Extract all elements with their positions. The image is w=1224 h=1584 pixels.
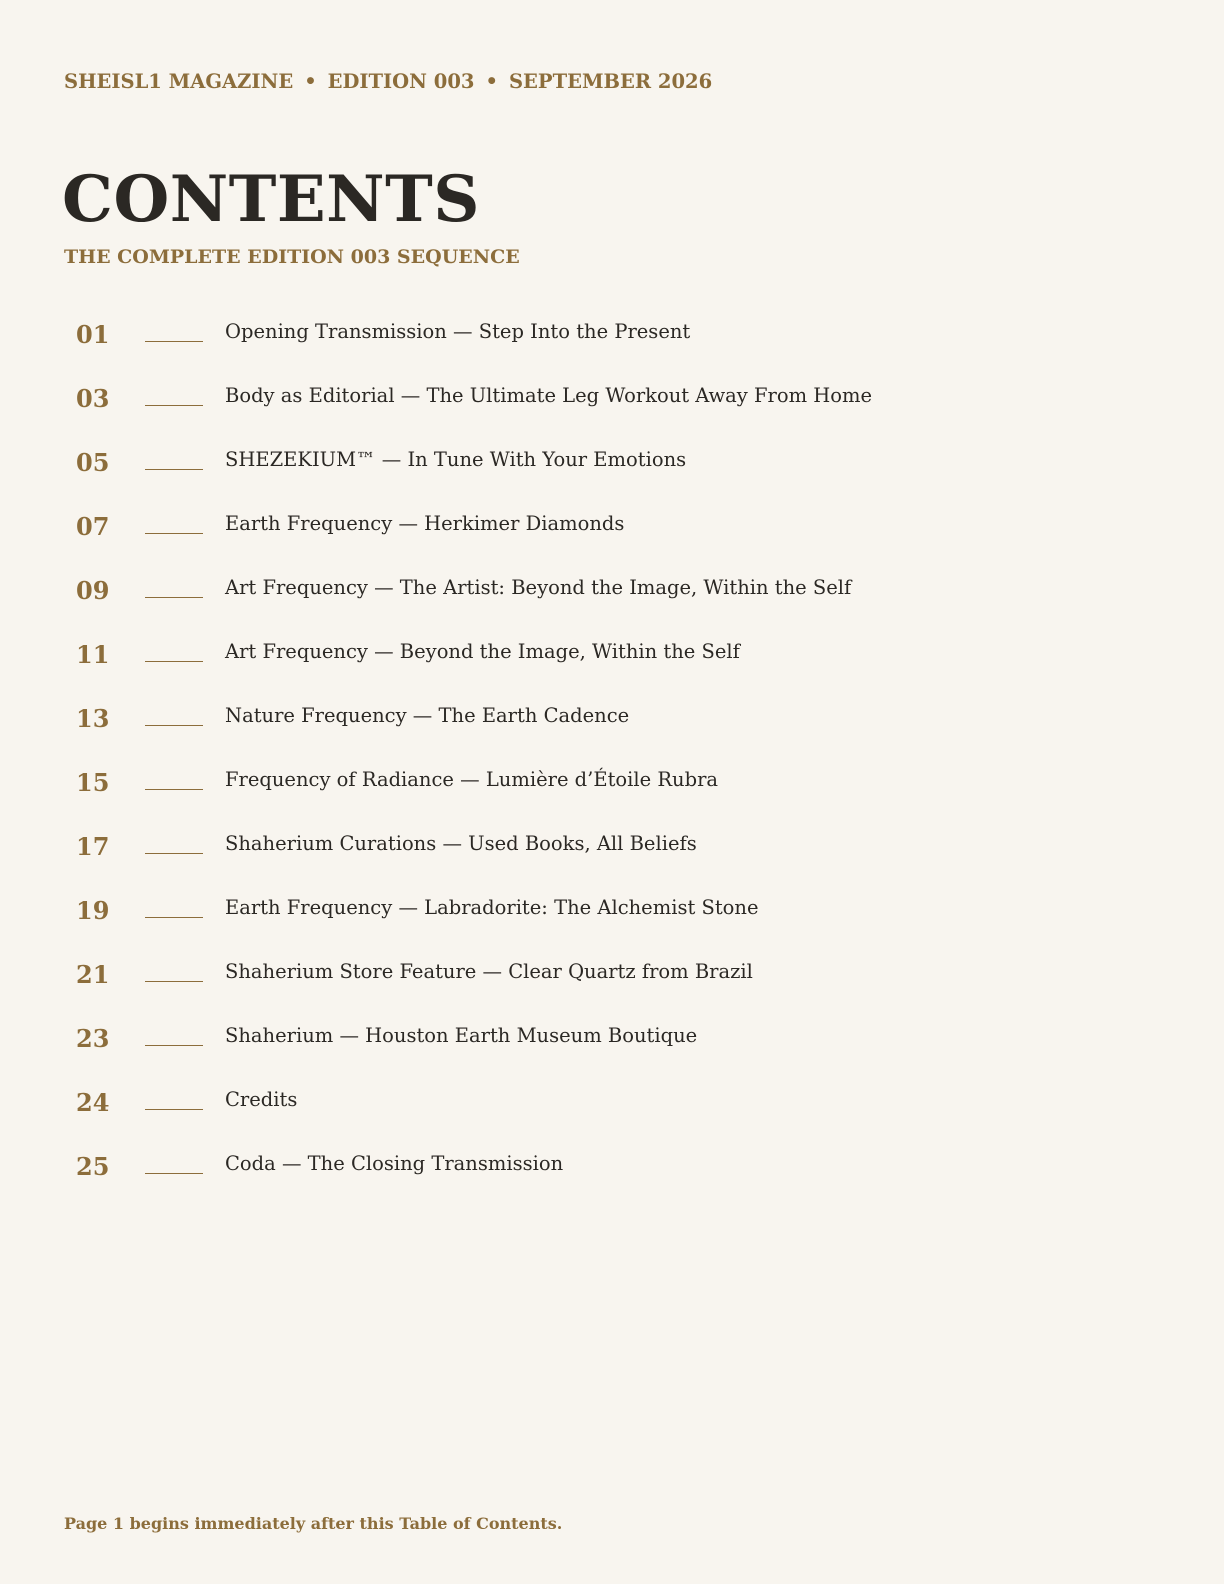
toc-page-number: 23: [76, 1024, 110, 1053]
toc-page-number: 17: [76, 832, 110, 861]
issue-date: SEPTEMBER 2026: [508, 70, 713, 93]
toc-entry[interactable]: [0, 893, 1224, 957]
toc-entry-title: Coda — The Closing Transmission: [225, 1152, 564, 1175]
toc-entry[interactable]: [0, 509, 1224, 573]
toc-page-number: 03: [76, 384, 110, 413]
toc-entry[interactable]: [0, 701, 1224, 765]
toc-leader-rule: [145, 789, 203, 790]
toc-entry-title: Frequency of Radiance — Lumière d’Étoile Rubra: [225, 768, 719, 791]
toc-entry-title: Opening Transmission — Step Into the Present: [225, 320, 691, 343]
toc-leader-rule: [145, 405, 203, 406]
toc-entry[interactable]: [0, 573, 1224, 637]
edition-label: EDITION 003: [327, 70, 475, 93]
toc-entry-title: Art Frequency — The Artist: Beyond the Image, Within the Self: [225, 576, 852, 599]
toc-leader-rule: [145, 341, 203, 342]
toc-leader-rule: [145, 533, 203, 534]
page-title: CONTENTS: [62, 162, 480, 237]
table-of-contents: [0, 317, 1224, 1213]
toc-page-number: 13: [76, 704, 110, 733]
toc-entry[interactable]: [0, 1149, 1224, 1213]
toc-entry-title: Body as Editorial — The Ultimate Leg Workout Away From Home: [225, 384, 873, 407]
toc-leader-rule: [145, 917, 203, 918]
toc-entry-title: SHEZEKIUM™ — In Tune With Your Emotions: [225, 448, 687, 471]
toc-page-number: 19: [76, 896, 110, 925]
toc-entry[interactable]: [0, 381, 1224, 445]
toc-entry[interactable]: [0, 829, 1224, 893]
page-subtitle: THE COMPLETE EDITION 003 SEQUENCE: [64, 246, 520, 268]
toc-entry-title: Nature Frequency — The Earth Cadence: [225, 704, 630, 727]
toc-leader-rule: [145, 1109, 203, 1110]
toc-entry[interactable]: [0, 1085, 1224, 1149]
masthead-separator: •: [304, 70, 317, 93]
toc-page-number: 24: [76, 1088, 110, 1117]
toc-page-number: 15: [76, 768, 110, 797]
toc-page-number: 05: [76, 448, 110, 477]
toc-page-number: 11: [76, 640, 110, 669]
toc-entry[interactable]: [0, 765, 1224, 829]
toc-entry-title: Art Frequency — Beyond the Image, Within the Self: [225, 640, 740, 663]
toc-page-number: 25: [76, 1152, 110, 1181]
toc-entry[interactable]: [0, 445, 1224, 509]
toc-page-number: 07: [76, 512, 110, 541]
toc-entry-title: Shaherium Store Feature — Clear Quartz from Brazil: [225, 960, 753, 983]
toc-leader-rule: [145, 853, 203, 854]
toc-page-number: 21: [76, 960, 110, 989]
toc-entry-title: Credits: [225, 1088, 298, 1111]
masthead: [64, 70, 712, 93]
toc-entry-title: Shaherium — Houston Earth Museum Boutique: [225, 1024, 698, 1047]
toc-leader-rule: [145, 981, 203, 982]
toc-leader-rule: [145, 1173, 203, 1174]
footer-note: Page 1 begins immediately after this Table of Contents.: [64, 1514, 563, 1533]
toc-entry-title: Earth Frequency — Herkimer Diamonds: [225, 512, 625, 535]
publication-name: SHEISL1 MAGAZINE: [64, 70, 294, 93]
toc-entry[interactable]: [0, 637, 1224, 701]
toc-entry[interactable]: [0, 317, 1224, 381]
toc-leader-rule: [145, 661, 203, 662]
toc-leader-rule: [145, 469, 203, 470]
toc-leader-rule: [145, 597, 203, 598]
toc-entry-title: Earth Frequency — Labradorite: The Alchemist Stone: [225, 896, 759, 919]
toc-entry[interactable]: [0, 1021, 1224, 1085]
toc-entry-title: Shaherium Curations — Used Books, All Beliefs: [225, 832, 697, 855]
toc-leader-rule: [145, 725, 203, 726]
toc-page-number: 01: [76, 320, 110, 349]
toc-page-number: 09: [76, 576, 110, 605]
toc-entry[interactable]: [0, 957, 1224, 1021]
masthead-separator: •: [485, 70, 498, 93]
toc-leader-rule: [145, 1045, 203, 1046]
